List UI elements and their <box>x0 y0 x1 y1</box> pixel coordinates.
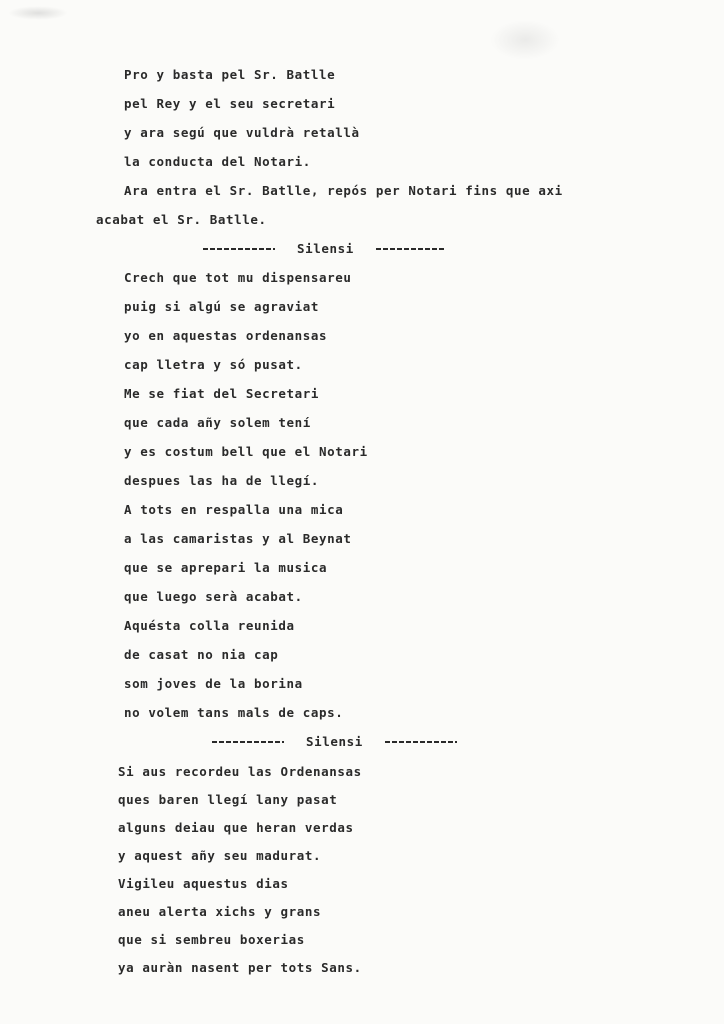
pause-label: Silensi <box>306 734 363 749</box>
verse-line: Crech que tot mu dispensareu <box>124 270 352 285</box>
pause-label: Silensi <box>297 241 354 256</box>
verse-line: pel Rey y el seu secretari <box>124 96 336 111</box>
verse-line: cap lletra y só pusat. <box>124 357 303 372</box>
paper-smudge <box>8 6 68 20</box>
pause-marker <box>212 734 457 750</box>
verse-line: de casat no nia cap <box>124 647 279 662</box>
verse-line: A tots en respalla una mica <box>124 502 344 517</box>
verse-line: Vigileu aquestus dias <box>118 876 289 891</box>
dash-rule <box>385 741 457 743</box>
verse-line: que si sembreu boxerias <box>118 932 305 947</box>
verse-line: la conducta del Notari. <box>124 154 311 169</box>
verse-line: aneu alerta xichs y grans <box>118 904 322 919</box>
verse-line: Me se fiat del Secretari <box>124 386 320 401</box>
verse-line: Si aus recordeu las Ordenansas <box>118 764 362 779</box>
dash-rule <box>212 741 284 743</box>
verse-line: y es costum bell que el Notari <box>124 444 368 459</box>
verse-line: Aquésta colla reunida <box>124 618 295 633</box>
verse-line: ques baren llegí lany pasat <box>118 792 338 807</box>
verse-line: que se aprepari la musica <box>124 560 328 575</box>
stage-direction-line: acabat el Sr. Batlle. <box>96 212 267 227</box>
verse-line: puig si algú se agraviat <box>124 299 320 314</box>
paper-smudge <box>490 20 560 60</box>
verse-line: a las camaristas y al Beynat <box>124 531 352 546</box>
pause-marker <box>203 241 444 257</box>
verse-line: Pro y basta pel Sr. Batlle <box>124 67 336 82</box>
dash-rule <box>203 248 275 250</box>
verse-line: som joves de la borina <box>124 676 303 691</box>
verse-line: alguns deiau que heran verdas <box>118 820 354 835</box>
stage-direction-line: Ara entra el Sr. Batlle, repós per Notari fins que axi <box>124 183 563 198</box>
verse-line: que luego serà acabat. <box>124 589 303 604</box>
verse-line: no volem tans mals de caps. <box>124 705 344 720</box>
verse-line: y ara segú que vuldrà retallà <box>124 125 360 140</box>
verse-line: y aquest añy seu madurat. <box>118 848 322 863</box>
verse-line: ya auràn nasent per tots Sans. <box>118 960 362 975</box>
verse-line: yo en aquestas ordenansas <box>124 328 328 343</box>
verse-line: que cada añy solem tení <box>124 415 311 430</box>
verse-line: despues las ha de llegí. <box>124 473 320 488</box>
dash-rule <box>376 248 444 250</box>
